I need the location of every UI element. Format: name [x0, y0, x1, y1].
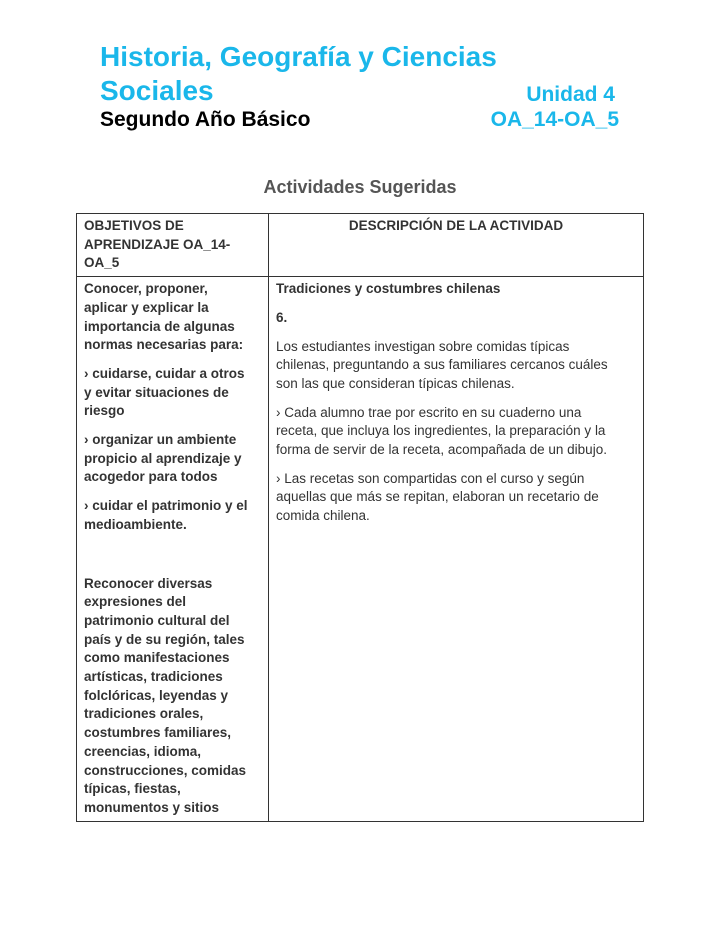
- objectives-header-text: OBJETIVOS DE APRENDIZAJE OA_14- OA_5: [84, 218, 231, 271]
- activity-paragraph: Los estudiantes investigan sobre comidas típicas chilenas, preguntando a sus familiares cercanos cuáles son las que consideran típicas chilenas.: [276, 338, 608, 391]
- table-header-row: [77, 214, 644, 277]
- table-row: [77, 277, 644, 822]
- grade-label: Segundo Año Básico: [100, 108, 311, 131]
- objective-text: › organizar un ambiente propicio al aprendizaje y acogedor para todos: [84, 432, 242, 485]
- objective-text: › cuidar el patrimonio y el medioambiente.: [84, 498, 248, 532]
- unit-label: Unidad 4: [526, 83, 615, 106]
- activity-title: Tradiciones y costumbres chilenas: [276, 281, 501, 297]
- activity-number: 6.: [276, 309, 288, 325]
- objective-text: Conocer, proponer, aplicar y explicar la importancia de algunas normas necesarias para:: [84, 281, 244, 353]
- objectives-cell: [77, 277, 269, 822]
- activities-table: [76, 213, 644, 822]
- description-cell: [269, 277, 644, 822]
- activity-paragraph: › Las recetas son compartidas con el curso y según aquellas que más se repitan, elaboran un recetario de comida chilena.: [276, 470, 599, 524]
- oa-code: OA_14-OA_5: [490, 108, 619, 131]
- objective-text: › cuidarse, cuidar a otros y evitar situaciones de riesgo: [84, 365, 245, 419]
- section-title: Actividades Sugeridas: [263, 177, 457, 197]
- activity-paragraph: › Cada alumno trae por escrito en su cuaderno una receta, que incluya los ingredientes, la preparación y la forma de servir de la receta, acompañada de un dibujo.: [276, 404, 607, 458]
- objectives-header: [77, 214, 269, 277]
- description-header: DESCRIPCIÓN DE LA ACTIVIDAD: [269, 214, 644, 277]
- subject-title-line1: Historia, Geografía y Ciencias: [100, 41, 497, 72]
- subject-title-line2: Sociales: [100, 75, 214, 106]
- objective-text: Reconocer diversas expresiones del patrimonio cultural del país y de su región, tales como manifestaciones artísticas, tradiciones folclóricas, leyendas y tradiciones orales, costumbres familiares, creencias, idioma, construcciones, comidas típicas, fiestas, monumentos y sitios: [84, 575, 247, 815]
